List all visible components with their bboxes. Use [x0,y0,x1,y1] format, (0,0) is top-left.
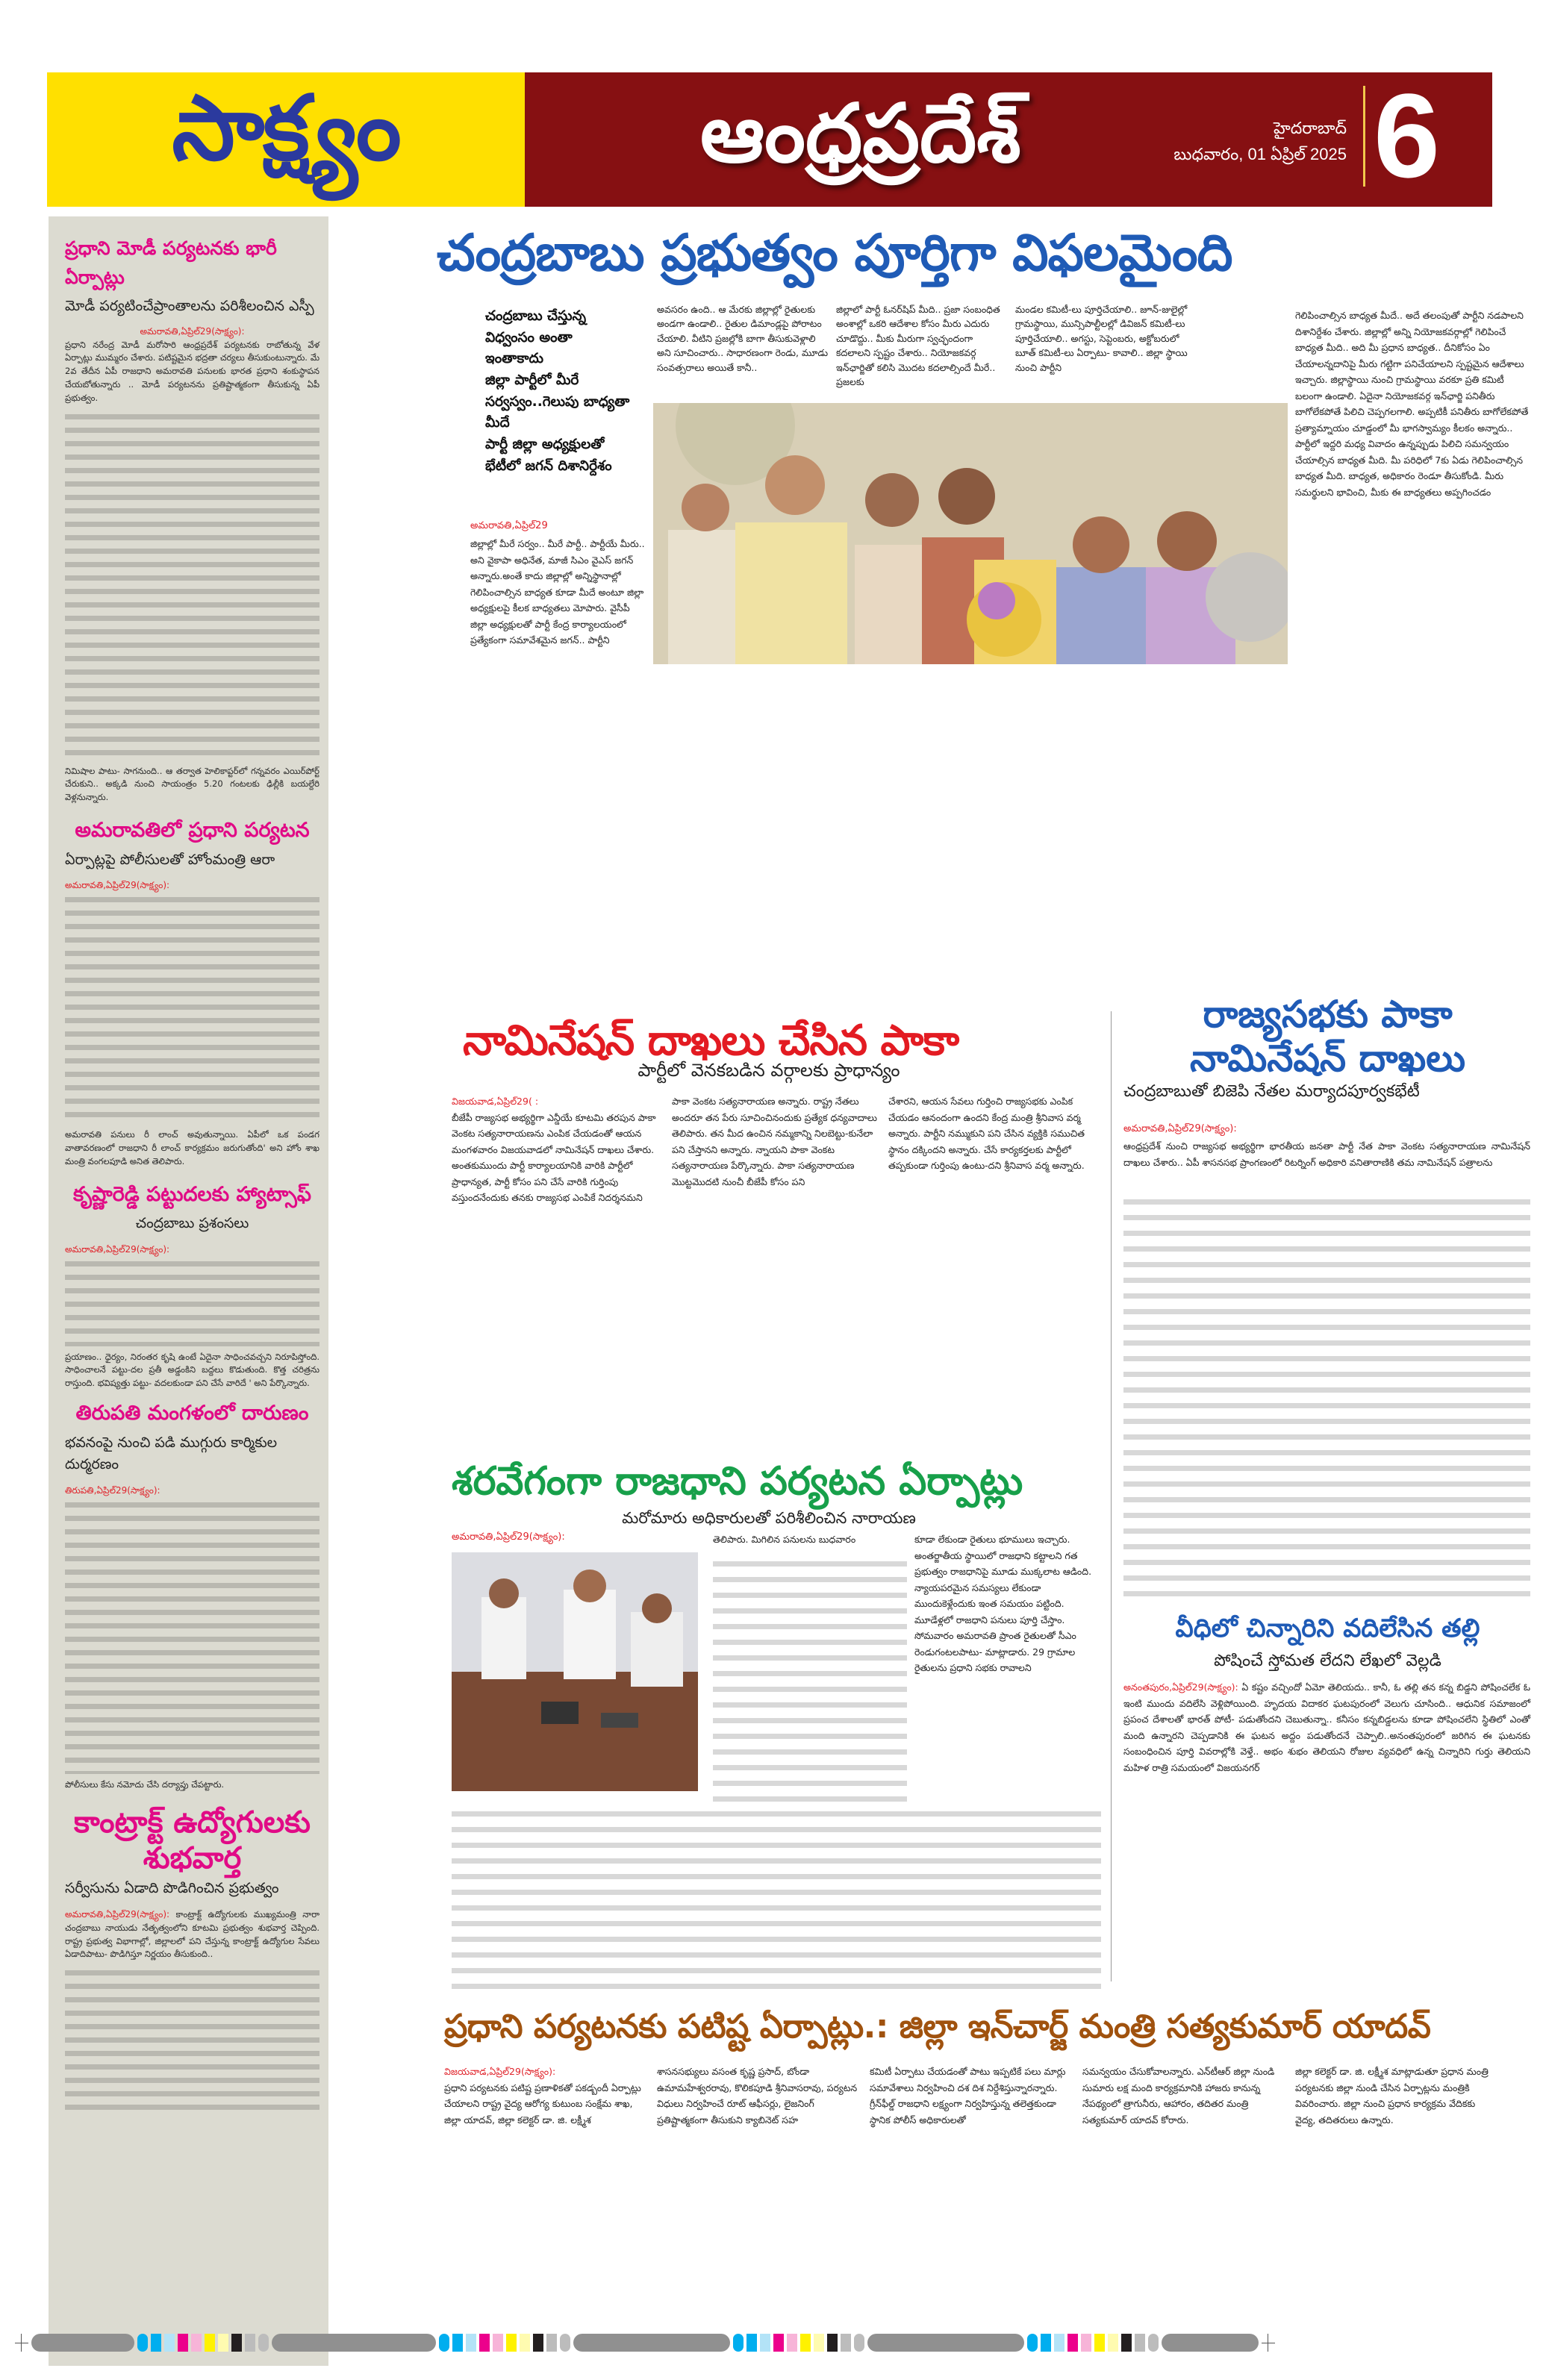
light-cyan-swatch [164,2334,175,2352]
cyan-swatch [439,2334,449,2352]
photo-review-meeting [452,1552,698,1791]
headline-line-2: నామినేషన్ దాఖలు [1189,1037,1466,1080]
lead-column-5: గెలిపించాల్సిన బాధ్యత మీదే.. అదే తలంపుతో పార్టీని నడపాలని దిశానిర్దేశం చేశారు. జిల్లాల్లో అన్ని నియోజకవర్గాల్లో గెలిపించే బాధ్యత మీది.. అది మీ ప్రధాన బాధ్యత.. దీనికోసం ఏం చేయాలన్నదానిపై మీరు గట్టిగా పనిచేయాలని స్పష్టమైన ఆదేశాలు ఇచ్చారు. జిల్లాస్థాయి నుంచి గ్రామస్థాయి వరకూ ప్రతి కమిటీ బలంగా ఉండాలి. ఏదైనా నియోజకవర్గ ఇన్‌ఛార్జి పనితీరు బాగోలేకపోతే పిలిచి చెప్పగలగాలి. అప్పటికీ పనితీరు బాగోలేకపోతే ప్రత్యామ్నాయం చూడ్డంలో మీ భాగస్వామ్యం కీలకం అన్నారు.. పార్టీలో ఇద్దరి మధ్య వివాదం ఉన్నప్పుడు పిలిచి సమన్వయం చేయాల్సిన బాధ్యత మీది. మీ పరిధిలో 7కు ఏడు గెలిపించాల్సిన బాధ్యత మీది. బాధ్యత, అధికారం రెండూ తీసుకోండి. మీరు సమర్థులని భావించి, మీకు ఈ బాధ్యతలు అప్పగించడం [1295,310,1529,498]
child-story-subheadline: పోషించే స్తోమత లేదని లేఖలో వెల్లడి [1214,1652,1441,1670]
dateline: అమరావతి,ఏప్రిల్29(సాక్ష్యం): [65,1243,170,1255]
subheadline: సర్వీసును ఏడాది పొడిగించిన ప్రభుత్వం [65,1880,279,1897]
grey-swatch [272,2334,436,2352]
column-divider [1111,1011,1112,1981]
story-tirupati-accident [65,1398,319,1791]
headline: ప్రధాని మోడీ పర్యటనకు భారీ ఏర్పాట్లు [65,237,277,288]
lead-deck [485,306,635,477]
print-registration-strip [15,2334,1530,2352]
child-story-headline: వీధిలో చిన్నారిని వదిలేసిన తల్లి [1175,1614,1480,1643]
cyan-swatch [151,2334,161,2352]
bottom-column-5: జిల్లా కలెక్టర్ డా. జి. లక్ష్మీశ మాట్లాడుతూ ప్రధాన మంత్రి పర్యటనకు జిల్లా నుండి చేసిన ఏర్పాట్లను మంత్రికి వివరించారు. జిల్లా నుంచి ప్రధాన కార్యక్రమ వేదికకు వైద్య, తదితరులు ఉన్నారు. [1295,2066,1489,2126]
bottom-column-1 [444,2064,646,2128]
article-body-filler [65,1966,319,2115]
column-text: బీజేపీ రాజ్యసభ అభ్యర్థిగా ఎన్డీయే కూటమి తరపున పాకా వెంకట సత్యనారాయణను ఎంపిక చేయడంతో ఆయన మంగళవారం విజయవాడలో నామినేషన్ దాఖలు చేశారు. అంతకుముందు పార్టీ కార్యాలయానికి వారికి పార్టీలో ప్రాధాన్యత, పార్టీ కోసం పని చేసే వారికి గుర్తింపు వస్తుందనేందుకు తనకు రాజ్యసభ ఎంపికే నిదర్శనమని [452,1111,656,1203]
registration-mark-icon [15,2334,28,2352]
light-cyan-swatch [1054,2334,1064,2352]
dateline: అమరావతి,ఏప్రిల్29(సాక్ష్యం): [65,1908,170,1920]
light-yellow-swatch [814,2334,824,2352]
light-grey-swatch [854,2334,864,2352]
article-body: కాంట్రాక్ట్ ఉద్యోగులకు ముఖ్యమంత్రి నారా చంద్రబాబు నాయుడు నేతృత్వంలోని కూటమి ప్రభుత్వం శుభవార్త చెప్పింది. రాష్ట్ర ప్రభుత్వ విభాగాల్లో, జిల్లాలలో పని చేస్తున్న కాంట్రాక్ట్ ఉద్యోగుల సేవలు ఏడాదిపాటు- పొడిగిస్తూ నిర్ణయం తీసుకుంది.. [65,1908,319,1960]
nomination-column-1 [452,1093,657,1206]
capital-bottom-filler [452,1806,1101,1993]
lead-dateline: అమరావతి,ఏప్రిల్29 [470,520,548,531]
headline-line-2: శుభవార్త [143,1841,242,1876]
nomination-column-2: పాకా వెంకట సత్యనారాయణ అన్నారు. రాష్ట్ర నేతలు అందరూ తన పేరు సూచించినందుకు ప్రత్యేక ధన్యవాదాలు తెలిపారు. తన మీద ఉంచిన నమ్మకాన్ని నిలబెట్టు-కునేలా పని చేస్తానని అన్నారు. న్నాయని పాకా వెంకట సత్యనారాయణ పేర్కొన్నారు. పాకా సత్యనారాయణ మొట్టమొదటి నుంచీ బీజేపీ కోసం పని [672,1096,877,1187]
page-number-divider [1363,86,1365,187]
masthead [47,69,1492,207]
cyan-swatch [452,2334,463,2352]
capital-dateline: అమరావతి,ఏప్రిల్29(సాక్ష్యం): [452,1531,565,1543]
article-body: ప్రధాని నరేంద్ర మోడీ మరోసారి ఆంధ్రప్రదేశ్ పర్యటనకు రాబోతున్న వేళ ఏర్పాట్లు ముమ్మరం చేశారు. పటిష్టమైన భద్రతా చర్యలు తీసుకుంటున్నారు. మే 2వ తేదీన ఏపీ రాజధాని అమరావతి పనులకు భారత ప్రధాని శంకుస్థాపన చేయబోతున్నారు .. మోడీ పర్యటనను ప్రతిష్టాత్మకంగా తీసుకున్న ఏపీ ప్రభుత్వం. [65,339,319,403]
bottom-column-2: శాసనసభ్యులు వసంత కృష్ణ ప్రసాద్, బోండా ఉమామహేశ్వరరావు, కొలికపూడి శ్రీనివాసరావు, పర్యటన విధులు నిర్వహించే రూట్ ఆఫీసర్లు, లైజనింగ్ ప్రతిష్టాత్మకంగా తీసుకుని క్యాబినెట్ సహ [657,2066,858,2126]
headline-line-1: రాజ్యసభకు పాకా [1203,993,1453,1036]
capital-column-2: తెలిపారు. మిగిలిన పనులను బుధవారం [713,1534,856,1545]
nomination-column-3: చేశారని, ఆయన సేవలు గుర్తించి రాజ్యసభకు ఎంపిక చేయడం ఆనందంగా ఉందని కేంద్ర మంత్రి శ్రీనివాస వర్మ అన్నారు. పార్టీని నమ్ముకుని పని చేసిన వ్యక్తికి సముచిత స్థానం దక్కిందని అన్నారు. చేసే కార్యకర్తలకు పార్టీలో తప్పకుండా గుర్తింపు ఉంటు-దని శ్రీనివాస వర్మ అన్నారు. [888,1096,1085,1171]
yellow-swatch [506,2334,517,2352]
article-body-filler [65,1498,319,1774]
left-news-column [49,216,328,2366]
magenta-swatch [479,2334,490,2352]
rajyasabha-body-filler [1123,1194,1530,1597]
magenta-swatch [1067,2334,1078,2352]
light-yellow-swatch [1108,2334,1118,2352]
yellow-swatch [800,2334,811,2352]
cyan-swatch [137,2334,148,2352]
column-text: ప్రధాని పర్యటనకు పటిష్ట ప్రణాళికతో పకడ్బందీ ఏర్పాట్లు చేయాలని రాష్ట్ర వైద్య ఆరోగ్య కుటుంబ సంక్షేమ శాఖ, జిల్లా యాదవ్, జిల్లా కలెక్టర్ డా. జి. లక్ష్మీశ [444,2081,641,2126]
article-body-end: అమరావతి పనులు రీ లాంచ్ అవుతున్నాయి. ఏపీలో ఒక పండగ వాతావరణంలో రాజధాని రీ లాంచ్ కార్యక్రమం జరుగుతోంది' అని హోం శాఖ మంత్రి వంగలపూడి అనిత తెలిపారు. [65,1129,319,1166]
light-grey-swatch [258,2334,269,2352]
story-modi-visit-arrangements [65,234,319,805]
light-yellow-swatch [218,2334,228,2352]
dateline: అమరావతి,ఏప్రిల్29(సాక్ష్యం): [140,325,245,337]
cyan-swatch [1027,2334,1038,2352]
black-swatch [533,2334,543,2352]
light-grey-swatch [245,2334,255,2352]
light-cyan-swatch [466,2334,476,2352]
magenta-swatch [178,2334,188,2352]
brand-name: సాక్ష్యం [172,77,400,181]
capital-column-3: కూడా లేకుండా రైతులు భూములు ఇచ్చారు. అంతర్జాతీయ స్థాయిలో రాజధాని కట్టాలని గత ప్రభుత్వం రాజధానిపై మూడు ముక్కలాట ఆడింది. న్యాయపరమైన సమస్యలు లేకుండా ముందుకెళ్లేందుకు ఇంత సమయం పట్టింది. మూడేళ్లలో రాజధాని పనులు పూర్తి చేస్తాం. సోమవారం అమరావతి ప్రాంత రైతులతో సీఎం రెండుగంటలపాటు- మాట్లాడారు. 29 గ్రామాల రైతులను ప్రధాని సభకు రావాలని [914,1534,1092,1673]
light-grey-swatch [546,2334,557,2352]
article-paragraph [65,1908,319,1961]
magenta-swatch [773,2334,784,2352]
page-number: 6 [1374,69,1440,202]
article-body-end: పోలీసులు కేసు నమోదు చేసి దర్యాప్తు చేపట్టారు. [65,1778,225,1790]
cyan-swatch [733,2334,744,2352]
deck-line: భేటీలో జగన్ దిశానిర్దేశం [485,457,612,474]
headline: తిరుపతి మంగళంలో దారుణం [75,1402,309,1425]
lead-headline: చంద్రబాబు ప్రభుత్వం పూర్తిగా విఫలమైంది [437,224,1232,283]
rajyasabha-body: ఆంధ్రప్రదేశ్ నుంచి రాజ్యసభ అభ్యర్థిగా భారతీయ జనతా పార్టీ నేత పాకా వెంకట సత్యనారాయణ నామినేషన్ దాఖలు చేశారు.. ఏపీ శాసనసభ ప్రాంగణంలో రిటర్నింగ్ అధికారి వనితారాణికి తమ నామినేషన్ పత్రాలను [1123,1140,1530,1168]
deck-line: మీదే [485,415,510,431]
grey-swatch [31,2334,134,2352]
grey-swatch [867,2334,1024,2352]
lead-column-1: జిల్లాల్లో మీరే సర్వం.. మీరే పార్టీ.. పార్టీయే మీరు.. అని వైకాపా అధినేత, మాజీ సిఎం వైఎస్ జగన్ అన్నారు.అంతే కాదు జిల్లాల్లో అన్నిస్థానాల్లో గెలిపించాల్సిన బాధ్యత కూడా మీదే అంటూ జిల్లా అధ్యక్షులపై కీలక బాధ్యతలు మోపారు. వైసీపీ జిల్లా అధ్యక్షులతో పార్టీ కేంద్ర కార్యాలయంలో ప్రత్యేకంగా సమావేశమైన జగన్.. పార్టీని [470,538,645,646]
bottom-column-4: సమన్వయం చేసుకోవాలన్నారు. ఎన్‌టీఆర్ జిల్లా నుండి సుమారు లక్ష మంది కార్యక్రమానికి హాజరు కానున్న నేపథ్యంలో త్రాగునీరు, ఆహారం, తదితర మంత్రి సత్యకుమార్ యాదవ్ కోరారు. [1082,2066,1275,2126]
grey-swatch [1162,2334,1259,2352]
light-magenta-swatch [787,2334,797,2352]
deck-line: పార్టీ జిల్లా అధ్యక్షులతో [485,437,605,453]
story-contract-employees [65,1806,319,2115]
light-yellow-swatch [520,2334,530,2352]
headline-line-1: కాంట్రాక్ట్ ఉద్యోగులకు [74,1805,311,1840]
lead-column-4: మండల కమిటీ-లు పూర్తిచేయాలి.. జూన్-జులైల్లో గ్రామస్థాయి, మున్సిపాల్టీలల్లో డివిజన్ కమిటీ-లు పూర్తిచేయాలి.. అగస్టు, సెప్టెంబరు, అక్టోబరులో బూత్ కమిటీ-లు ఏర్పాటు- కావాలి.. జిల్లా స్థాయి నుంచి పార్టీని [1015,304,1188,373]
nomination-headline: నామినేషన్ దాఖలు చేసిన పాకా [463,1016,959,1065]
subheadline: ఏర్పాట్లపై పోలీసులతో హోంమంత్రి ఆరా [65,851,275,868]
dateline: తిరుపతి,ఏప్రిల్29(సాక్ష్యం): [65,1484,160,1496]
light-grey-swatch [1148,2334,1159,2352]
grey-swatch [573,2334,730,2352]
story-krishna-reddy [65,1179,319,1391]
edition-city: హైదరాబాద్ [1274,119,1347,137]
light-magenta-swatch [191,2334,202,2352]
article-body-filler [65,893,319,1124]
capital-column-2-filler [713,1556,907,1802]
deck-line: ఇంతాకాదు [485,351,543,367]
article-body-filler [65,410,319,760]
lead-column-3: జిల్లాలో పార్టీ ఓనర్‌షిప్ మీది.. ప్రజా సంబంధిత అంశాల్లో ఒకరి ఆదేశాల కోసం మీరు ఎదురు చూడొద్దు.. మీకు మీరుగా స్వచ్ఛందంగా కదలాలని స్పష్టం చేశారు.. నియోజకవర్గ ఇన్‌ఛార్జితో కలిసి మొదట కదలాల్సిందే మీరే.. ప్రజలకు [836,304,1000,387]
deck-line: చంద్రబాబు చేస్తున్న [485,308,586,324]
subheadline: మోడీ పర్యటించేప్రాంతాలను పరిశీలంచిన ఎస్పీ [65,297,314,314]
deck-line: విధ్వంసం అంతా [485,329,573,346]
dateline: అనంతపురం,ఏప్రిల్29(సాక్ష్యం): [1123,1681,1238,1693]
edition-dateline [1173,119,1347,168]
child-story-body [1123,1679,1530,1775]
deck-line: జిల్లా పార్టీలో మీరే [485,372,579,389]
black-swatch [827,2334,838,2352]
story-amaravati-pm-visit [65,815,319,1169]
bottom-column-3: కమిటీ ఏర్పాటు చేయడంతో పాటు ఇప్పటికే పలు మార్లు సమావేశాలు నిర్వహించి దశ దిశ నిర్దేశిస్తున్నారన్నారు. గ్రీన్‌ఫీల్డ్ రాజధాని లక్ష్యంగా నిర్వహిస్తున్న తలెత్తకుండా స్థానిక పోలీస్ అధికారులతో [870,2066,1066,2126]
article-body-filler [65,1257,319,1346]
black-swatch [231,2334,242,2352]
headline: అమరావతిలో ప్రధాని పర్యటన [75,819,310,843]
light-grey-swatch [560,2334,570,2352]
subheadline: భవనంపై నుంచి పడి ముగ్గురు కార్మికుల దుర్మరణం [65,1434,278,1473]
yellow-swatch [205,2334,215,2352]
subheadline: చంద్రబాబు ప్రశంసలు [135,1215,249,1232]
registration-mark-icon [1262,2334,1275,2352]
nomination-subheadline: పార్టీలో వెనకబడిన వర్గాలకు ప్రాధాన్యం [638,1060,900,1081]
light-grey-swatch [1135,2334,1145,2352]
headline: కృష్ణారెడ్డి పట్టుదలకు హ్యాట్సాఫ్ [72,1182,311,1206]
lead-photo [653,403,1288,664]
article-body-end: ప్రయాణం.. ధైర్యం, నిరంతర కృషి ఉంటే ఏదైనా సాధించవచ్చని నిరూపిస్తోంది. సాధించాలనే పట్టు-దల ప్రతీ అడ్డంకిని బద్దలు కొడుతుంది. కొత్త చరిత్రను రాస్తుంది. భవిష్యత్తు పట్టు- వదలకుండా పని చేసే వారిదే ' అని పేర్కొన్నారు. [65,1351,319,1389]
edition-date: బుధవారం, 01 ఏప్రిల్ 2025 [1173,145,1347,163]
deck-line: సర్వస్వం..గెలుపు బాధ్యతా [485,393,630,410]
black-swatch [1121,2334,1132,2352]
dateline: అమరావతి,ఏప్రిల్29(సాక్ష్యం): [65,880,170,891]
meeting-photo [452,1552,698,1791]
bottom-headline: ప్రధాని పర్యటనకు పటిష్ట ఏర్పాట్లు.: జిల్లా ఇన్‌చార్జ్ మంత్రి సత్యకుమార్ యాదవ్ [444,2008,1431,2046]
light-grey-swatch [841,2334,851,2352]
light-cyan-swatch [760,2334,770,2352]
capital-subheadline: మరోమారు అధికారులతో పరిశీలించిన నారాయణ [622,1509,916,1527]
dateline: విజయవాడ,ఏప్రిల్29(సాక్ష్యం): [444,2066,556,2077]
brand-logo [47,72,525,207]
photo-group-meeting [653,403,1288,664]
yellow-swatch [1094,2334,1105,2352]
rajyasabha-dateline: అమరావతి,ఏప్రిల్29(సాక్ష్యం): [1123,1123,1237,1134]
rajyasabha-subheadline: చంద్రబాబుతో బిజెపి నేతల మర్యాదపూర్వకభేటీ [1123,1082,1420,1101]
light-magenta-swatch [493,2334,503,2352]
section-title: ఆంధ్రప్రదేశ్ [700,87,1021,181]
dateline: విజయవాడ,ఏప్రిల్29( : [452,1096,539,1107]
article-body-end: నిమిషాల పాటు- సాగనుంది.. ఆ తర్వాత హెలికాప్టర్‌లో గన్నవరం ఎయిర్‌పోర్ట్ చేరుకుని.. అక్కడి నుంచి సాయంత్రం 5.20 గంటలకు ఢిల్లీకి బయల్దేరి వెళ్లనున్నారు. [65,765,319,803]
light-magenta-swatch [1081,2334,1091,2352]
article-body: ఏ కష్టం వచ్చిందో ఏమో తెలియదు.. కానీ, ఓ తల్లి తన కన్న బిడ్డని పోషించలేక ఓ ఇంటి ముందు వదిలేసి వెళ్లిపోయింది. హృదయ విదాకర ఘటపురంలో వెలుగు చూసింది.. ఆధునిక సమాజంలో ప్రపంచ దేశాలతో భారత్ పోటీ- పడుతోందని చెబుతున్నా.. కనీసం కన్నబిడ్డలను కూడా పోషించలేని స్థితిలో ఎంతో మంది ఉన్నారని చెప్పడానికి ఈ ఘటన అద్దం పడుతోందనే చెప్పాలి..అనంతపురంలో జరిగిన ఈ ఘటనకు సంబంధించిన పూర్తి వివరాల్లోకి వెళ్తే.. అభం శుభం తెలియని రోజుల వ్యవధిలో ఉన్న చిన్నారిని గుర్తు తెలియని మహిళ రాత్రి సమయంలో విజయనగర్ [1123,1681,1530,1773]
lead-column-2: అవసరం ఉంది.. ఆ మేరకు జిల్లాల్లో రైతులకు అండగా ఉండాలి.. రైతుల డిమాండ్లపై పోరాటం చేయాలి. వీటిని ప్రజల్లోకి బాగా తీసుకువెళ్లాలి అని సూచించారు.. సాధారణంగా రెండు, మూడు సంవత్సరాలు అయితే కానీ.. [657,304,829,373]
capital-headline: శరవేగంగా రాజధాని పర్యటన ఏర్పాట్లు [452,1459,1023,1504]
cyan-swatch [1041,2334,1051,2352]
section-bar [525,69,1492,207]
cyan-swatch [746,2334,757,2352]
rajyasabha-headline [1112,993,1543,1081]
